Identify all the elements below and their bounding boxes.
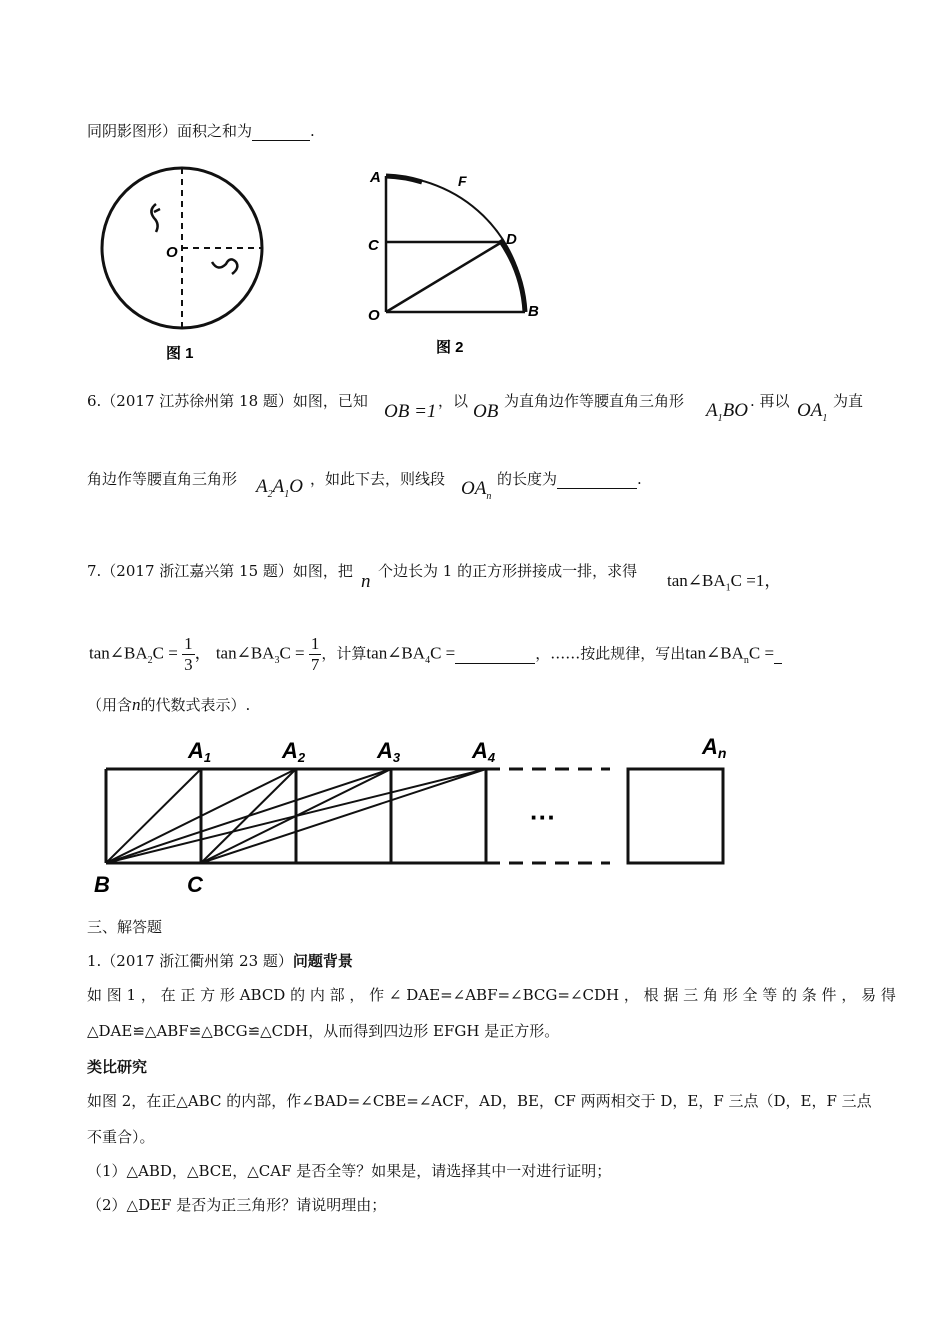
answer-blank <box>557 470 637 489</box>
math-tan-1: $\tan\angle BA_1C =1$， <box>667 571 782 594</box>
question-1-intro: 1.（2017 浙江衢州第 23 题）问题背景 <box>87 952 353 970</box>
paragraph-6: （2）△DEF 是否为正三角形？请说明理由； <box>87 1196 387 1214</box>
question-7-line-1: 7.（2017 浙江嘉兴第 15 题）如图，把 <box>87 562 353 580</box>
question-6-line-1: 6.（2017 江苏徐州第 18 题）如图，已知 <box>87 392 368 410</box>
svg-text:B: B <box>528 303 539 320</box>
answer-blank <box>455 643 535 664</box>
figure-caption: 图 1 <box>166 345 194 362</box>
figure-1-circle <box>96 162 276 362</box>
math-ob-equals-1: OB =1 <box>384 401 437 422</box>
paragraph-4: 不重合）。 <box>87 1128 155 1146</box>
svg-text:C: C <box>368 237 379 254</box>
figure-caption: 图 2 <box>436 339 464 356</box>
svg-text:A3: A3 <box>377 738 401 765</box>
svg-text:C: C <box>187 872 203 897</box>
svg-text:O: O <box>368 307 380 324</box>
question-7-line-3: （用含n的代数式表示）. <box>87 695 251 714</box>
math-a1bo: $A_1BO$ <box>706 400 748 424</box>
question-6-line-2: 角边作等腰直角三角形 <box>87 470 238 488</box>
paragraph-5: （1）△ABD，△BCE，△CAF 是否全等？如果是，请选择其中一对进行证明； <box>87 1162 612 1180</box>
paragraph-1: 如 图 1 ， 在 正 方 形 ABCD 的 内 部 ， 作 ∠ DAE=∠ABF=∠BCG=∠CDH ， 根 据 三 角 形 全 等 的 条 件 ， 易 得 <box>87 986 896 1004</box>
paragraph-2: △DAE≌△ABF≌△BCG≌△CDH，从而得到四边形 EFGH 是正方形。 <box>87 1022 560 1040</box>
section-heading: 三、解答题 <box>87 918 163 936</box>
svg-text:A1: A1 <box>188 738 212 765</box>
text-line-top: 同阴影图形）面积之和为 . <box>87 122 315 140</box>
paragraph-3: 如图 2，在正△ABC 的内部，作∠BAD=∠CBE=∠ACF，AD，BE，CF 两两相交于 D，E，F 三点（D，E，F 三点 <box>87 1092 872 1110</box>
svg-text:An: An <box>702 734 727 761</box>
question-7-line-2: $\tan\angle BA_2C$ = $\frac{1}{3}$ ， $\tan\angle BA_3C$ = $\frac{1}{7}$ ，计算$\tan\angle BA_4C$ = ，……按此规律，写出$\tan\angle BA_nC$ = <box>89 634 782 675</box>
figure-square-strip <box>90 730 850 902</box>
leaf-shape-icon <box>151 204 160 232</box>
ellipsis: ··· <box>530 802 556 832</box>
svg-text:A: A <box>370 169 381 186</box>
answer-blank <box>774 643 782 664</box>
svg-text:A2: A2 <box>282 738 306 765</box>
math-a2a1o: $A_2A_1O$ <box>256 476 303 500</box>
leaf-shape-icon <box>212 259 237 274</box>
figure-2-quarter-circle <box>362 162 562 362</box>
svg-text:B: B <box>94 872 110 897</box>
svg-text:D: D <box>506 231 517 248</box>
answer-blank <box>252 122 310 141</box>
svg-text:F: F <box>458 173 467 189</box>
svg-text:A4: A4 <box>472 738 496 765</box>
subheading: 类比研究 <box>87 1058 148 1076</box>
point-label-o: O <box>166 244 178 261</box>
